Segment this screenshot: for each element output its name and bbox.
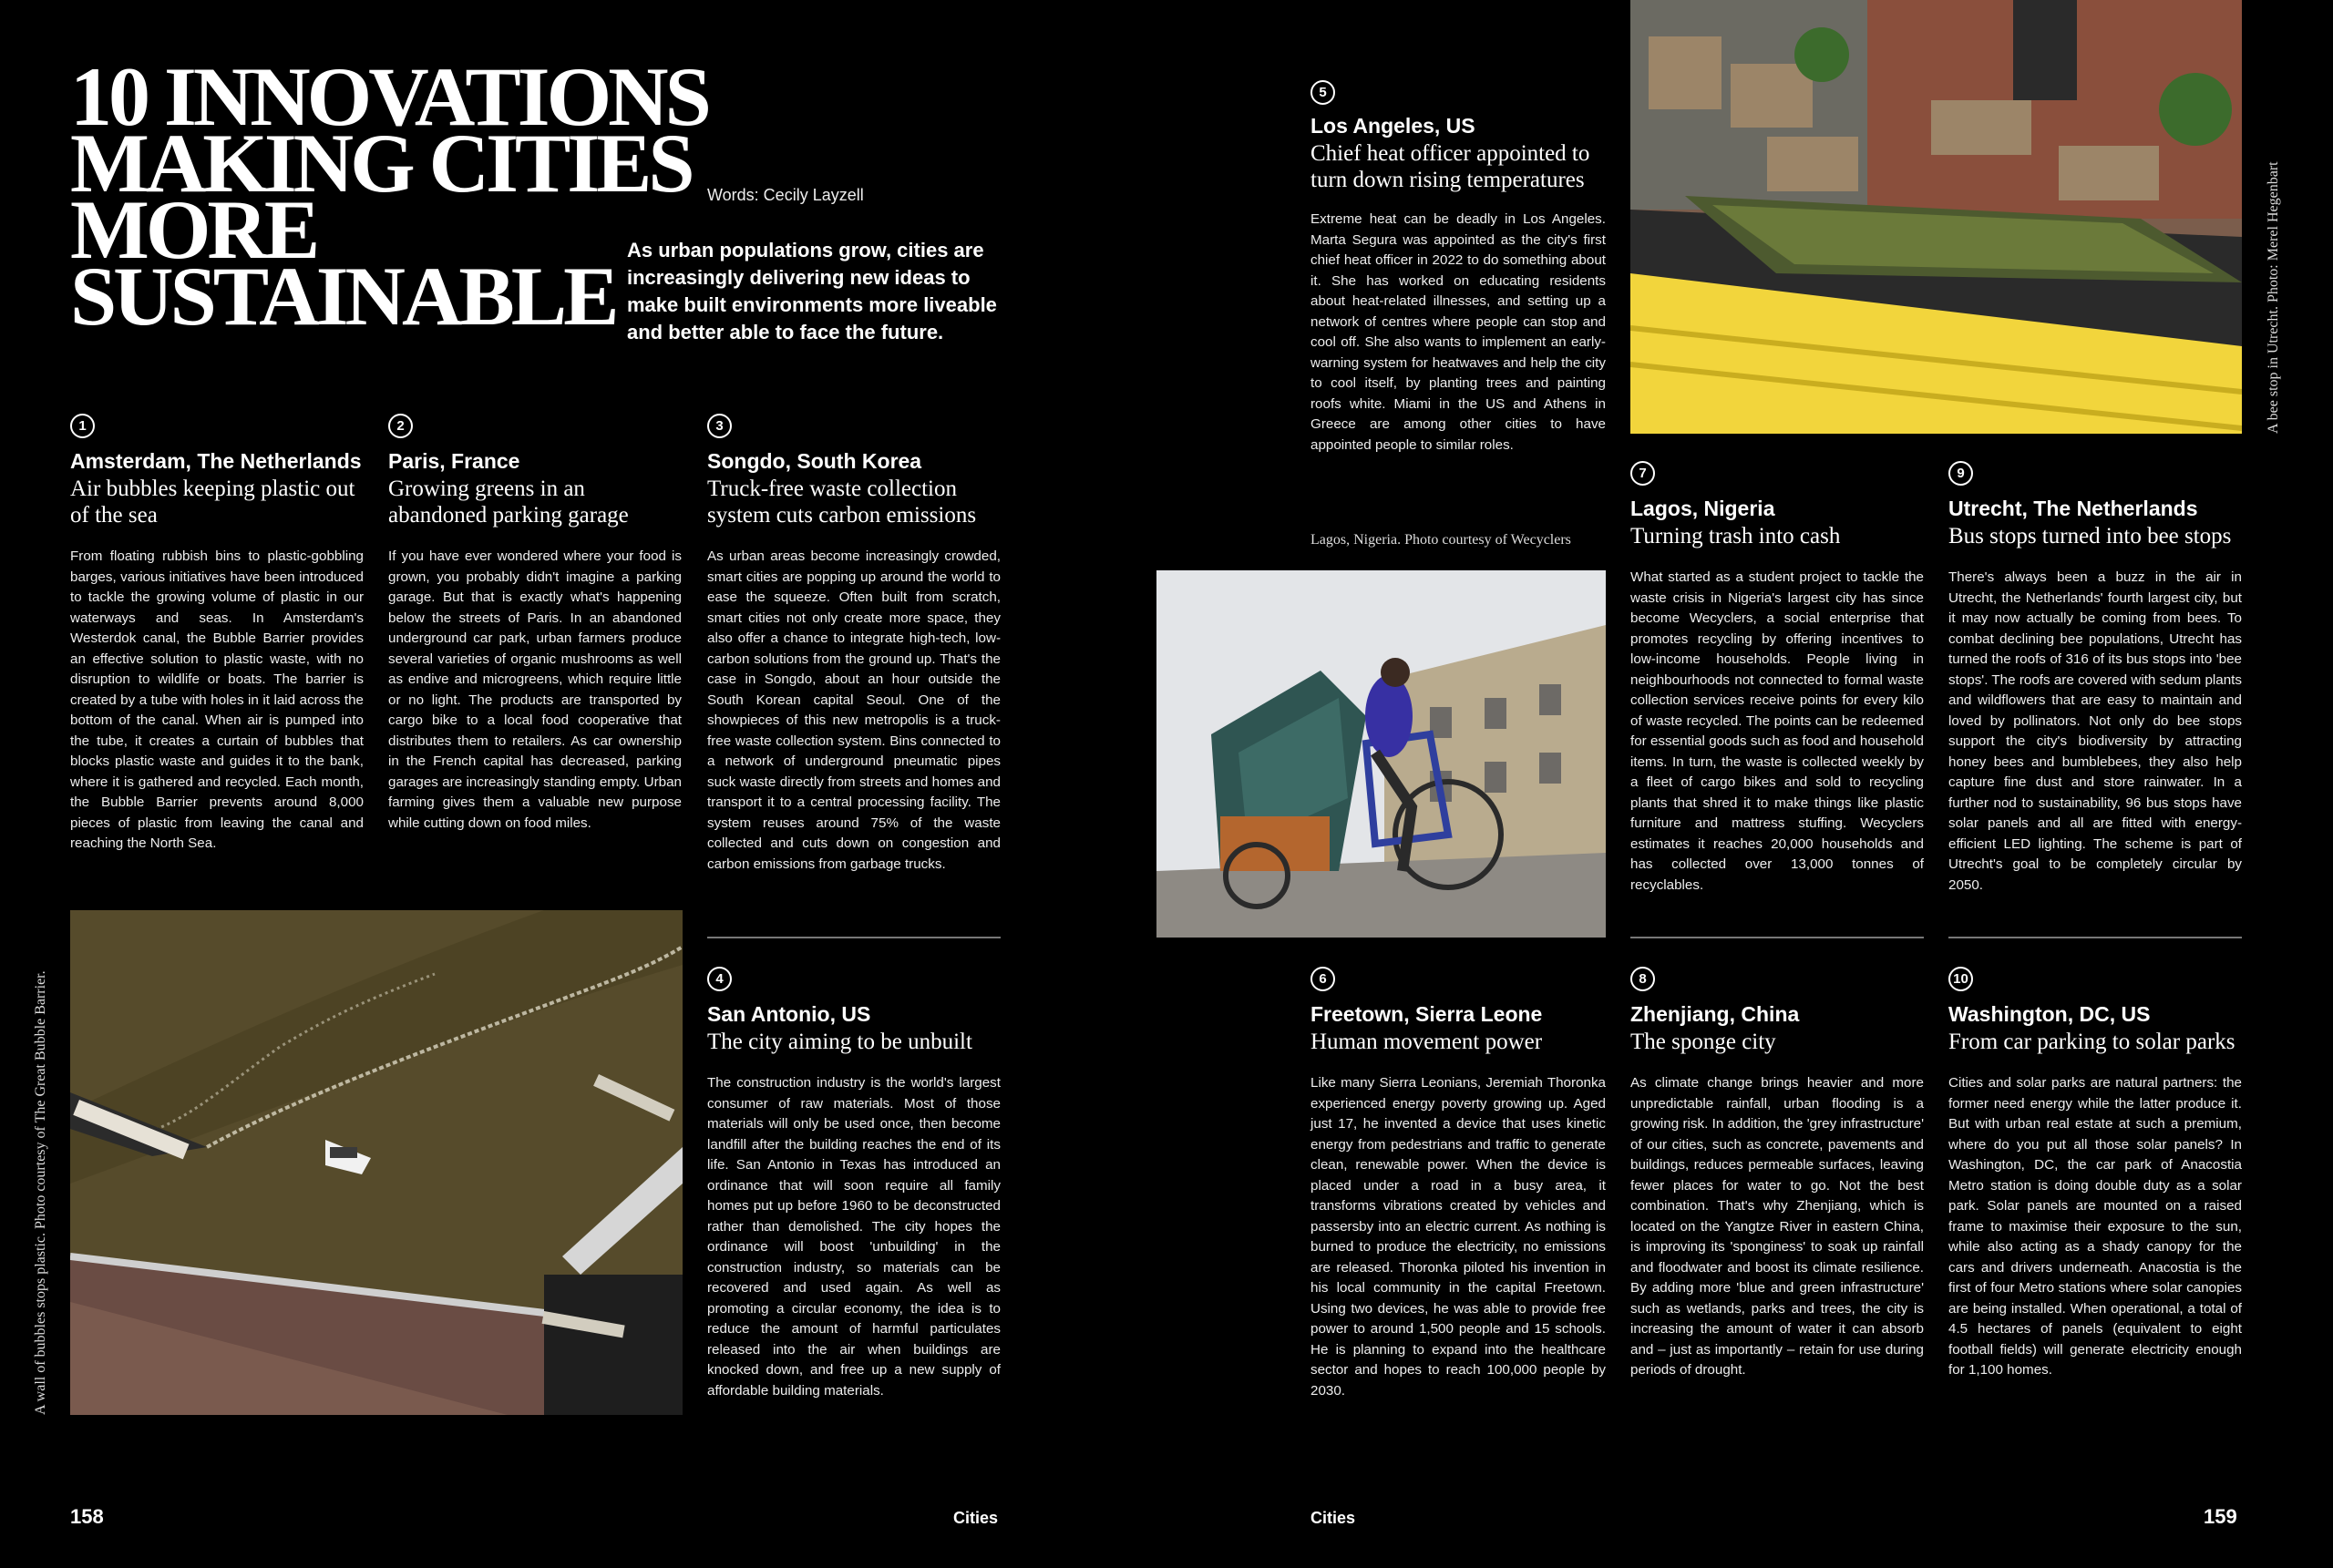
item-city: Paris, France [388, 449, 520, 473]
item-city: Los Angeles, US [1310, 114, 1475, 138]
innovation-item-8 [1630, 967, 1924, 1381]
innovation-item-4 [707, 967, 1001, 1401]
bee-stop-caption: A bee stop in Utrecht. Photo: Merel Hegenbart [2266, 161, 2281, 434]
item-body: From floating rubbish bins to plastic-gobbling barges, various initiatives have been introduced to tackle the growing volume of plastic in our waterways and seas. In Amsterdam's Westerdok canal, the Bubble Barrier provides an effective solution to plastic waste, with no disruption to wildlife or boats. The barrier is created by a tube with holes in it laid across the bottom of the canal. When air is pumped into the tube, it creates a curtain of bubbles that blocks plastic waste and guides it to the bank, where it is gathered and recycled. Each month, the Bubble Barrier prevents around 8,000 pieces of plastic from leaving the canal and reaching the North Sea. [70, 548, 364, 851]
item-body: Cities and solar parks are natural partners: the former need energy while the latter produce it. But with urban real estate at such a premium, where do you put all those solar panels? In Washington, DC, the car park of Anacostia Metro station is doing double duty as a solar park. Solar panels are mounted on a raised frame to maximise their exposure to the sun, while also acting as a shady canopy for the cars and drivers underneath. Anacostia is the first of four Metro stations where solar canopies are being installed. When operational, a total of 4.5 hectares of panels (equivalent to eight football fields) will generate electricity enough for 1,100 homes. [1948, 1075, 2242, 1378]
bubble-barrier-photo [70, 910, 683, 1415]
title-line: MAKING CITIES [70, 117, 692, 210]
item-headline: Air bubbles keeping plastic out of the sea [70, 477, 355, 528]
title-line: SUSTAINABLE [70, 250, 616, 343]
item-headline: From car parking to solar parks [1948, 1030, 2235, 1054]
item-city: San Antonio, US [707, 1002, 871, 1026]
item-number-badge: 6 [1310, 967, 1335, 991]
item-number-badge: 9 [1948, 461, 1973, 486]
innovation-item-6 [1310, 967, 1606, 1401]
innovation-item-7 [1630, 461, 1924, 896]
item-number-badge: 3 [707, 414, 732, 438]
innovation-item-3 [707, 414, 1001, 875]
item-body: The construction industry is the world's largest consumer of raw materials. Most of those materials will only be used once, then become landfill after the building reaches the end of its life. San Antonio in Texas has introduced an ordinance that will soon require all family homes put up before 1960 to be deconstructed rather than demolished. The city hopes the ordinance will boost 'unbuilding' in the construction industry, so materials can be recovered and used again. As well as promoting a circular economy, the idea is to reduce the amount of harmful particulates released into the air when buildings are knocked down, and free up a new supply of affordable building materials. [707, 1075, 1001, 1399]
item-city: Amsterdam, The Netherlands [70, 449, 362, 473]
byline: Words: Cecily Layzell [707, 186, 864, 204]
item-body: What started as a student project to tackle the waste crisis in Nigeria's largest city has since become Wecyclers, a social enterprise that promotes recycling by offering incentives to low-income households. People living in neighbourhoods not connected to formal waste collection services receive points for every kilo of waste recycled. The points can be redeemed for essential goods such as food and household items. In turn, the waste is collected weekly by a fleet of cargo bikes and sold to recycling plants that shred it to make things like plastic furniture and mattress stuffing. Wecyclers estimates it reaches 20,000 households and has collected over 13,000 tonnes of recyclables. [1630, 569, 1924, 893]
item-headline: Turning trash into cash [1630, 524, 1841, 548]
item-city: Washington, DC, US [1948, 1002, 2151, 1026]
item-headline: The sponge city [1630, 1030, 1776, 1054]
item-city: Songdo, South Korea [707, 449, 922, 473]
column-divider [1630, 937, 1924, 938]
item-headline: Truck-free waste collection system cuts carbon emissions [707, 477, 977, 528]
page-number-right: 159 [2204, 1505, 2237, 1528]
item-city: Lagos, Nigeria [1630, 497, 1775, 520]
item-number-badge: 5 [1310, 80, 1335, 105]
item-number-badge: 10 [1948, 967, 1973, 991]
innovation-item-5 [1310, 80, 1606, 456]
item-number-badge: 2 [388, 414, 413, 438]
item-number-badge: 8 [1630, 967, 1655, 991]
item-city: Zhenjiang, China [1630, 1002, 1800, 1026]
innovation-item-1 [70, 414, 364, 855]
item-number-badge: 4 [707, 967, 732, 991]
item-city: Freetown, Sierra Leone [1310, 1002, 1543, 1026]
title-line: 10 INNOVATIONS [70, 50, 708, 143]
title-line: MORE [70, 183, 317, 276]
item-body: There's always been a buzz in the air in Utrecht, the Netherlands' fourth largest city, but it may now actually be coming from bees. To combat declining bee populations, Utrecht has turned the roofs of 316 of its bus stops into 'bee stops'. The roofs are covered with sedum plants and wildflowers that are easy to maintain and loved by pollinators. Not only do bee stops support the city's biodiversity by attracting honey bees and bumblebees, they also help capture fine dust and store rainwater. In a further nod to sustainability, 96 bus stops have solar panels and all are fitted with energy-efficient LED lighting. The scheme is part of Utrecht's goal to be completely circular by 2050. [1948, 569, 2242, 893]
item-headline: Chief heat officer appointed to turn down rising temperatures [1310, 141, 1590, 192]
column-divider [1948, 937, 2242, 938]
item-number-badge: 7 [1630, 461, 1655, 486]
innovation-item-9 [1948, 461, 2242, 896]
item-number-badge: 1 [70, 414, 95, 438]
article-title [70, 50, 708, 343]
item-body: As urban areas become increasingly crowded, smart cities are popping up around the world to ease the squeeze. Often built from scratch, smart cities not only create more space, they also offer a chance to integrate high-tech, low-carbon solutions from the ground up. That's the case in Songdo, about an hour outside the South Korean capital Seoul. One of the showpieces of this new metropolis is a truck-free waste collection system. Bins connected to a network of underground pneumatic pipes suck waste directly from streets and homes and transport it to a central processing facility. The system reuses around 75% of the waste collected and cuts down on congestion and carbon emissions from garbage trucks. [707, 548, 1001, 872]
section-label-left: Cities [953, 1509, 999, 1527]
page-number-left: 158 [70, 1505, 104, 1528]
item-body: If you have ever wondered where your food is grown, you probably didn't imagine a parking garage. But that is exactly what's happening below the streets of Paris. In an abandoned underground car park, urban farmers produce several varieties of organic mushrooms as well as endive and microgreens, which require little or no light. The products are transported by cargo bike to a local food cooperative that distributes them to retailers. As car ownership in the French capital has decreased, parking garages are increasingly standing empty. Urban farming gives them a valuable new purpose while cutting down on food miles. [388, 548, 682, 831]
item-headline: Growing greens in an abandoned parking garage [388, 477, 629, 528]
item-headline: Human movement power [1310, 1030, 1543, 1054]
lagos-cargo-bike-photo [1156, 570, 1606, 938]
bee-stop-photo [1630, 0, 2242, 434]
item-headline: Bus stops turned into bee stops [1948, 524, 2232, 548]
item-city: Utrecht, The Netherlands [1948, 497, 2198, 520]
section-label-right: Cities [1310, 1509, 1356, 1527]
intro-paragraph: As urban populations grow, cities are increasingly delivering new ideas to make built environments more liveable and better able to face the future. [627, 239, 997, 343]
lagos-photo-caption: Lagos, Nigeria. Photo courtesy of Wecyclers [1310, 532, 1571, 548]
innovation-item-2 [388, 414, 682, 834]
item-body: As climate change brings heavier and more unpredictable rainfall, urban flooding is a growing risk. In addition, the 'grey infrastructure' of our cities, such as concrete, pavements and buildings, reduces permeable surfaces, leaving fewer places for water to go. Not the best combination. That's why Zhenjiang, which is located on the Yangtze River in eastern China, is improving its 'sponginess' to soak up rainfall and floodwater and boost its climate resilience. By adding more 'blue and green infrastructure' such as wetlands, parks and trees, the city is increasing the amount of water it can absorb and – just as importantly – retain for use during periods of drought. [1630, 1075, 1924, 1378]
item-headline: The city aiming to be unbuilt [707, 1030, 972, 1054]
column-divider [707, 937, 1001, 938]
item-body: Extreme heat can be deadly in Los Angeles. Marta Segura was appointed as the city's first chief heat officer in 2022 to do something about it. She has worked on educating residents about heat-related illnesses, and setting up a network of centres where people can stop and cool off. She also wants to implement an early-warning system for heatwaves and help the city to cool itself, by planting trees and painting roofs white. Miami in the US and Athens in Greece are among other cities to have appointed people to similar roles. [1310, 211, 1606, 453]
innovation-item-10 [1948, 967, 2242, 1381]
item-body: Like many Sierra Leonians, Jeremiah Thoronka experienced energy poverty growing up. Aged just 17, he invented a device that uses kinetic energy from pedestrians and traffic to generate clean, renewable power. When the device is placed under a road in a busy area, it transforms vibrations created by vehicles and passersby into an electric current. As nothing is burned to produce the electricity, no emissions are released. Thoronka piloted his invention in his local community in the capital Freetown. Using two devices, he was able to provide free power to around 1,500 people and 15 schools. He is planning to expand into the healthcare sector and hopes to reach 100,000 people by 2030. [1310, 1075, 1606, 1399]
bubble-barrier-caption: A wall of bubbles stops plastic. Photo courtesy of The Great Bubble Barrier. [33, 970, 48, 1415]
